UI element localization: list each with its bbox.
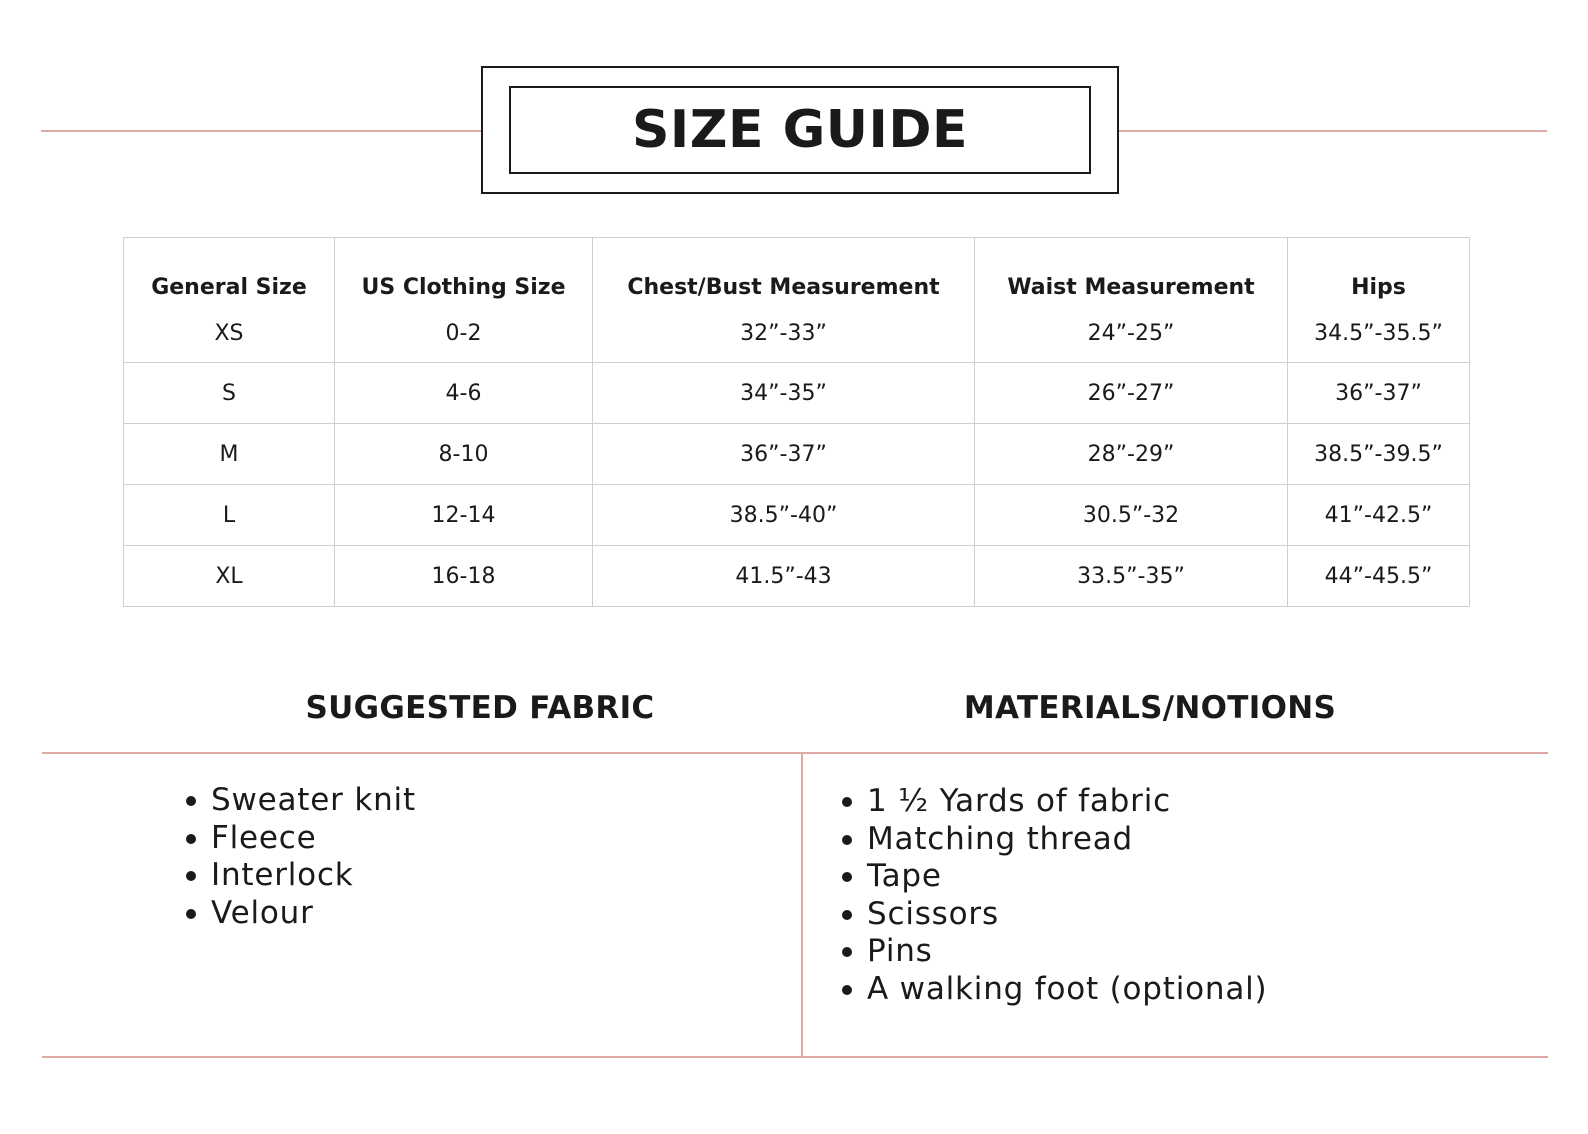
bullet-icon	[186, 796, 196, 806]
fabric-item-label: Velour	[211, 894, 314, 931]
bullet-icon	[842, 910, 852, 920]
bullet-icon	[186, 909, 196, 919]
materials-notions-list	[840, 783, 1267, 1008]
material-item-label: Tape	[867, 858, 942, 894]
header-general-size: General Size	[124, 238, 335, 305]
cell-hips: 36”-37”	[1288, 363, 1470, 424]
list-item	[840, 821, 1267, 859]
cell-waist: 24”-25”	[975, 304, 1288, 363]
materials-notions-heading: MATERIALS/NOTIONS	[963, 690, 1337, 726]
cell-us-size: 12-14	[335, 485, 593, 546]
list-item	[184, 857, 416, 895]
cell-waist: 26”-27”	[975, 363, 1288, 424]
bullet-icon	[842, 835, 852, 845]
cell-chest: 41.5”-43	[593, 546, 975, 607]
bullet-icon	[842, 797, 852, 807]
title-inner-frame	[509, 86, 1091, 174]
cell-hips: 41”-42.5”	[1288, 485, 1470, 546]
cell-chest: 38.5”-40”	[593, 485, 975, 546]
material-item-label: Pins	[867, 933, 933, 969]
suggested-fabric-heading: SUGGESTED FABRIC	[305, 690, 655, 726]
size-table	[123, 237, 1470, 607]
cell-general-size: XS	[124, 304, 335, 363]
section-divider-bottom	[42, 1056, 1548, 1058]
cell-hips: 38.5”-39.5”	[1288, 424, 1470, 485]
bullet-icon	[186, 834, 196, 844]
cell-waist: 30.5”-32	[975, 485, 1288, 546]
bullet-icon	[842, 872, 852, 882]
section-divider-top	[42, 752, 1548, 754]
table-row	[124, 546, 1470, 607]
cell-us-size: 8-10	[335, 424, 593, 485]
header-waist: Waist Measurement	[975, 238, 1288, 305]
cell-hips: 34.5”-35.5”	[1288, 304, 1470, 363]
section-divider-vertical	[801, 753, 803, 1057]
cell-us-size: 16-18	[335, 546, 593, 607]
header-chest-bust: Chest/Bust Measurement	[593, 238, 975, 305]
fabric-item-label: Fleece	[211, 819, 317, 856]
bullet-icon	[842, 985, 852, 995]
material-item-label: A walking foot (optional)	[867, 970, 1268, 1007]
bullet-icon	[842, 947, 852, 957]
table-row	[124, 424, 1470, 485]
title-rule-left	[41, 130, 481, 132]
cell-chest: 34”-35”	[593, 363, 975, 424]
suggested-fabric-list	[184, 782, 416, 932]
page-title: SIZE GUIDE	[631, 100, 969, 160]
title-rule-right	[1119, 130, 1547, 132]
cell-general-size: L	[124, 485, 335, 546]
list-item	[840, 783, 1267, 821]
list-item	[184, 895, 416, 933]
header-us-clothing-size: US Clothing Size	[335, 238, 593, 305]
cell-us-size: 0-2	[335, 304, 593, 363]
material-item-label: 1 ½ Yards of fabric	[867, 783, 1171, 819]
material-item-label: Scissors	[867, 895, 999, 932]
title-frame	[481, 66, 1119, 194]
cell-chest: 36”-37”	[593, 424, 975, 485]
list-item	[840, 896, 1267, 934]
list-item	[840, 971, 1267, 1009]
cell-chest: 32”-33”	[593, 304, 975, 363]
cell-hips: 44”-45.5”	[1288, 546, 1470, 607]
list-item	[840, 858, 1267, 896]
table-header-row	[124, 238, 1470, 305]
header-hips: Hips	[1288, 238, 1470, 305]
cell-general-size: S	[124, 363, 335, 424]
list-item	[184, 782, 416, 820]
table-row	[124, 363, 1470, 424]
list-item	[840, 933, 1267, 971]
cell-waist: 28”-29”	[975, 424, 1288, 485]
fabric-item-label: Interlock	[211, 857, 354, 893]
cell-waist: 33.5”-35”	[975, 546, 1288, 607]
cell-general-size: M	[124, 424, 335, 485]
list-item	[184, 820, 416, 858]
table-row	[124, 304, 1470, 363]
material-item-label: Matching thread	[867, 820, 1133, 857]
cell-general-size: XL	[124, 546, 335, 607]
table-row	[124, 485, 1470, 546]
cell-us-size: 4-6	[335, 363, 593, 424]
fabric-item-label: Sweater knit	[211, 782, 416, 818]
bullet-icon	[186, 871, 196, 881]
